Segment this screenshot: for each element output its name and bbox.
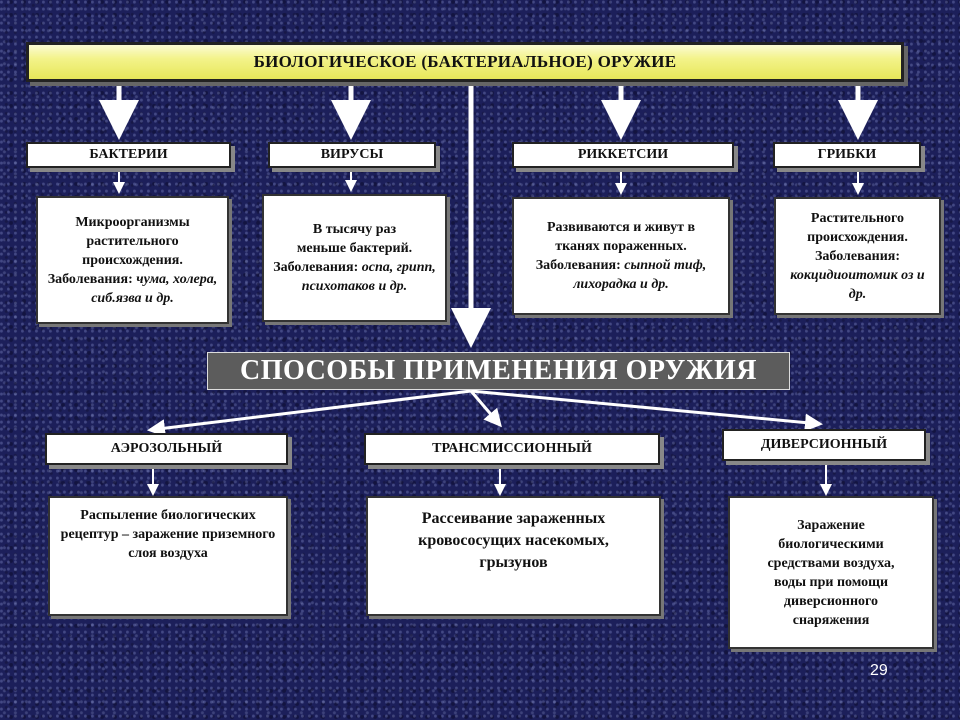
category-fungi: ГРИБКИ bbox=[773, 142, 921, 168]
bacteria-description: Микроорганизмы растительного происхождения. Заболевания: чума, холера, сиб.язва и др. bbox=[36, 196, 229, 324]
viruses-description: В тысячу раз меньше бактерий. Заболевания: оспа, грипп, психотаков и др. bbox=[262, 194, 447, 322]
method-diversion: ДИВЕРСИОННЫЙ bbox=[722, 429, 926, 461]
category-bacteria: БАКТЕРИИ bbox=[26, 142, 231, 168]
arrow-to-diversion bbox=[471, 391, 820, 424]
arrow-to-aerosol bbox=[150, 391, 471, 430]
diversion-description: Заражение биологическими средствами воздуха, воды при помощи диверсионного снаряжения bbox=[728, 496, 934, 649]
arrow-to-transmission bbox=[471, 391, 500, 425]
fungi-description: Растительного происхождения. Заболевания: кокцидиоитомик оз и др. bbox=[774, 197, 941, 315]
page-number: 29 bbox=[870, 662, 888, 679]
methods-title: СПОСОБЫ ПРИМЕНЕНИЯ ОРУЖИЯ bbox=[207, 352, 790, 390]
category-viruses: ВИРУСЫ bbox=[268, 142, 436, 168]
category-rickettsia: РИККЕТСИИ bbox=[512, 142, 734, 168]
rickettsia-description: Развиваются и живут в тканях пораженных. Заболевания: сыпной тиф, лихорадка и др. bbox=[512, 197, 730, 315]
diagram-title: БИОЛОГИЧЕСКОЕ (БАКТЕРИАЛЬНОЕ) ОРУЖИЕ bbox=[26, 42, 904, 82]
method-aerosol: АЭРОЗОЛЬНЫЙ bbox=[45, 433, 288, 465]
transmission-description: Рассеивание зараженных кровососущих насекомых, грызунов bbox=[366, 496, 661, 616]
aerosol-description: Распыление биологических рецептур – заражение приземного слоя воздуха bbox=[48, 496, 288, 616]
method-transmission: ТРАНСМИССИОННЫЙ bbox=[364, 433, 660, 465]
